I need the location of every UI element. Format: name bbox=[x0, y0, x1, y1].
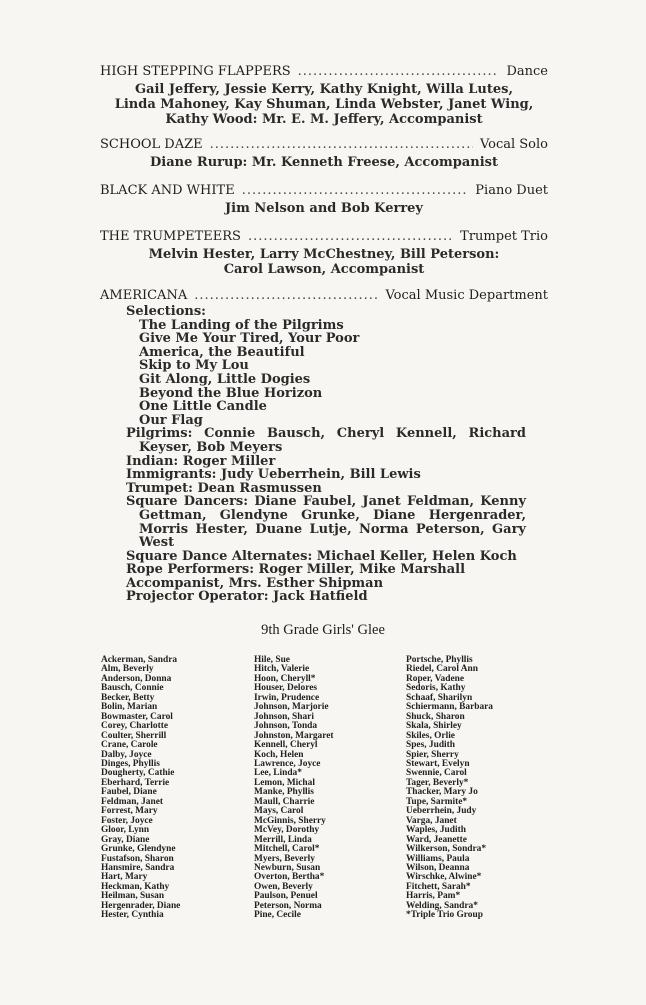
selections-label: Selections: bbox=[126, 304, 206, 319]
member-name: Dougherty, Cathie bbox=[101, 768, 175, 779]
selection-item: Give Me Your Tired, Your Poor bbox=[139, 331, 360, 347]
member-name: Lemon, Michal bbox=[254, 777, 315, 788]
member-name: Mitchell, Carol* bbox=[254, 844, 320, 855]
member-name: Corey, Charlotte bbox=[101, 721, 168, 732]
member-name: Crane, Carole bbox=[101, 740, 158, 751]
leader-dots bbox=[210, 137, 473, 152]
act-category: Trumpet Trio bbox=[460, 229, 548, 244]
role-line: Square Dancers: Diane Faubel, Janet Feldman, Kenny Gettman, Glendyne Grunke, Diane Hergenrader, Morris Hester, Duane Lutje, Norma Peterson, Gary West bbox=[126, 494, 526, 551]
member-name: Williams, Paula bbox=[406, 853, 470, 864]
act-title: THE TRUMPETEERS bbox=[100, 229, 241, 244]
member-name: Harris, Pam* bbox=[406, 891, 461, 902]
member-name: *Triple Trio Group bbox=[406, 910, 483, 921]
leader-dots bbox=[194, 288, 378, 303]
member-name: Welding, Sandra* bbox=[406, 900, 478, 911]
role-line: Square Dance Alternates: Michael Keller, Helen Koch bbox=[126, 548, 517, 564]
member-name: Faubel, Diane bbox=[101, 787, 157, 798]
act-the-trumpeteers bbox=[100, 229, 548, 277]
member-name: Maull, Charrie bbox=[254, 796, 315, 807]
member-name: Houser, Delores bbox=[254, 683, 318, 694]
member-name: Fitchett, Sarah* bbox=[406, 881, 471, 892]
roles-list bbox=[126, 427, 526, 604]
act-title: AMERICANA bbox=[100, 288, 188, 303]
performer-line: Carol Lawson, Accompanist bbox=[223, 262, 425, 277]
member-name: McVey, Dorothy bbox=[254, 825, 320, 836]
glee-column bbox=[254, 656, 364, 921]
role-line: Pilgrims: Connie Bausch, Cheryl Kennell, Richard Keyser, Bob Meyers bbox=[126, 426, 526, 455]
member-name: Koch, Helen bbox=[254, 749, 304, 760]
member-name: Hansmire, Sandra bbox=[101, 862, 175, 873]
member-name: Overton, Bertha* bbox=[254, 872, 325, 883]
performer-line: Melvin Hester, Larry McChestney, Bill Peterson: bbox=[148, 247, 500, 262]
member-name: Bolin, Marian bbox=[101, 702, 158, 713]
member-name: Wirschke, Alwine* bbox=[406, 872, 482, 883]
performer-line: Diane Rurup: Mr. Kenneth Freese, Accompanist bbox=[150, 155, 498, 170]
member-name: Wilkerson, Sondra* bbox=[406, 844, 487, 855]
glee-title: 9th Grade Girls' Glee bbox=[261, 622, 385, 638]
act-category: Vocal Solo bbox=[479, 137, 548, 152]
member-name: Foster, Joyce bbox=[101, 815, 153, 826]
member-name: Kennell, Cheryl bbox=[254, 740, 318, 751]
member-name: Grunke, Glendyne bbox=[101, 844, 176, 855]
member-name: Hile, Sue bbox=[254, 655, 290, 665]
role-line: Projector Operator: Jack Hatfield bbox=[126, 589, 368, 605]
glee-column bbox=[406, 656, 526, 921]
leader-dots bbox=[242, 183, 469, 198]
member-name: Hart, Mary bbox=[101, 872, 148, 883]
selection-item: America, the Beautiful bbox=[139, 344, 305, 360]
member-name: Myers, Beverly bbox=[254, 853, 315, 864]
act-high-stepping-flappers bbox=[100, 64, 548, 127]
member-name: Spier, Sherry bbox=[406, 749, 459, 760]
member-name: Swennie, Carol bbox=[406, 768, 467, 779]
member-name: Varga, Janet bbox=[406, 815, 457, 826]
member-name: Eberhard, Terrie bbox=[101, 777, 170, 788]
member-name: Skala, Shirley bbox=[406, 721, 462, 732]
selection-item: Beyond the Blue Horizon bbox=[139, 385, 323, 401]
member-name: Pine, Cecile bbox=[254, 910, 301, 921]
act-performers bbox=[100, 247, 548, 277]
member-name: Newburn, Susan bbox=[254, 862, 321, 873]
act-performers bbox=[100, 201, 548, 216]
member-name: Manke, Phyllis bbox=[254, 787, 314, 798]
member-name: Anderson, Donna bbox=[101, 673, 172, 684]
member-name: Thacker, Mary Jo bbox=[406, 787, 478, 798]
member-name: Hergenrader, Diane bbox=[101, 900, 181, 911]
glee-column bbox=[101, 656, 201, 921]
member-name: Waples, Judith bbox=[406, 825, 466, 836]
member-name: Bausch, Connie bbox=[101, 683, 164, 694]
selections-list bbox=[126, 319, 526, 428]
member-name: Wilson, Deanna bbox=[406, 862, 470, 873]
performer-line: Kathy Wood: Mr. E. M. Jeffery, Accompanist bbox=[165, 112, 483, 127]
member-name: Owen, Beverly bbox=[254, 881, 313, 892]
leader-dots bbox=[298, 64, 500, 79]
member-name: Lawrence, Joyce bbox=[254, 758, 321, 769]
member-name: Skiles, Orlie bbox=[406, 730, 455, 741]
member-name: Hester, Cynthia bbox=[101, 910, 164, 921]
member-name: Shuck, Sharon bbox=[406, 711, 465, 722]
member-name: Ward, Jeanette bbox=[406, 834, 467, 845]
selection-item: One Little Candle bbox=[139, 399, 267, 415]
member-name: Peterson, Norma bbox=[254, 900, 322, 911]
role-line: Immigrants: Judy Ueberrhein, Bill Lewis bbox=[126, 467, 421, 483]
member-name: Johnson, Shari bbox=[254, 711, 314, 722]
role-line: Indian: Roger Miller bbox=[126, 453, 276, 469]
role-line: Rope Performers: Roger Miller, Mike Marshall bbox=[126, 562, 466, 578]
member-name: Bowmaster, Carol bbox=[101, 711, 173, 722]
member-name: Lee, Linda* bbox=[254, 768, 302, 779]
performer-line: Jim Nelson and Bob Kerrey bbox=[224, 201, 423, 216]
member-name: Feldman, Janet bbox=[101, 796, 163, 807]
member-name: Coulter, Sherrill bbox=[101, 730, 167, 741]
act-title: HIGH STEPPING FLAPPERS bbox=[100, 64, 291, 79]
act-title: BLACK AND WHITE bbox=[100, 183, 235, 198]
member-name: Dalby, Joyce bbox=[101, 749, 152, 760]
member-name: Stewart, Evelyn bbox=[406, 758, 470, 769]
member-name: Gray, Diane bbox=[101, 834, 150, 845]
member-name: Paulson, Penuel bbox=[254, 891, 318, 902]
role-line: Accompanist, Mrs. Esther Shipman bbox=[126, 575, 384, 591]
member-name: Sedoris, Kathy bbox=[406, 683, 466, 694]
member-name: Johnston, Margaret bbox=[254, 730, 334, 741]
act-category: Piano Duet bbox=[475, 183, 548, 198]
act-category: Dance bbox=[506, 64, 548, 79]
performer-line: Gail Jeffery, Jessie Kerry, Kathy Knight, Willa Lutes, bbox=[134, 82, 514, 97]
member-name: Portsche, Phyllis bbox=[406, 655, 473, 665]
member-name: Gloor, Lynn bbox=[101, 825, 150, 836]
member-name: Riedel, Carol Ann bbox=[406, 664, 478, 675]
act-performers bbox=[100, 82, 548, 127]
act-category: Vocal Music Department bbox=[385, 288, 548, 303]
member-name: Alm, Beverly bbox=[101, 664, 154, 675]
member-name: Johnson, Marjorie bbox=[254, 702, 329, 713]
member-name: Heilman, Susan bbox=[101, 891, 165, 902]
act-performers bbox=[100, 155, 548, 170]
member-name: Becker, Betty bbox=[101, 692, 155, 703]
member-name: Tupe, Sarmite* bbox=[406, 796, 468, 807]
member-name: Johnson, Tonda bbox=[254, 721, 318, 732]
member-name: Spes, Judith bbox=[406, 740, 455, 751]
leader-dots bbox=[248, 229, 453, 244]
member-name: Ackerman, Sandra bbox=[101, 655, 178, 665]
member-name: Ueberrhein, Judy bbox=[406, 806, 477, 817]
member-name: Mays, Carol bbox=[254, 806, 304, 817]
act-black-and-white bbox=[100, 183, 548, 216]
member-name: McGinnis, Sherry bbox=[254, 815, 326, 826]
americana-details bbox=[126, 305, 526, 604]
act-title: SCHOOL DAZE bbox=[100, 137, 203, 152]
member-name: Schiermann, Barbara bbox=[406, 702, 493, 713]
member-name: Schaaf, Sharilyn bbox=[406, 692, 473, 703]
member-name: Hitch, Valerie bbox=[254, 664, 310, 675]
member-name: Roper, Vadene bbox=[406, 673, 464, 684]
selection-item: Our Flag bbox=[139, 412, 203, 428]
member-name: Dinges, Phyllis bbox=[101, 758, 160, 769]
member-name: Fustafson, Sharon bbox=[101, 853, 174, 864]
act-americana bbox=[100, 288, 548, 303]
selection-item: Skip to My Lou bbox=[139, 358, 249, 374]
member-name: Forrest, Mary bbox=[101, 806, 158, 817]
act-school-daze bbox=[100, 137, 548, 170]
member-name: Heckman, Kathy bbox=[101, 881, 170, 892]
performer-line: Linda Mahoney, Kay Shuman, Linda Webster, Janet Wing, bbox=[114, 97, 534, 112]
selection-item: The Landing of the Pilgrims bbox=[139, 317, 344, 333]
member-name: Merrill, Linda bbox=[254, 834, 312, 845]
member-name: Irwin, Prudence bbox=[254, 692, 320, 703]
member-name: Hoon, Cheryll* bbox=[254, 673, 316, 684]
selection-item: Git Along, Little Dogies bbox=[139, 371, 311, 387]
member-name: Tager, Beverly* bbox=[406, 777, 469, 788]
role-line: Trumpet: Dean Rasmussen bbox=[126, 480, 322, 496]
